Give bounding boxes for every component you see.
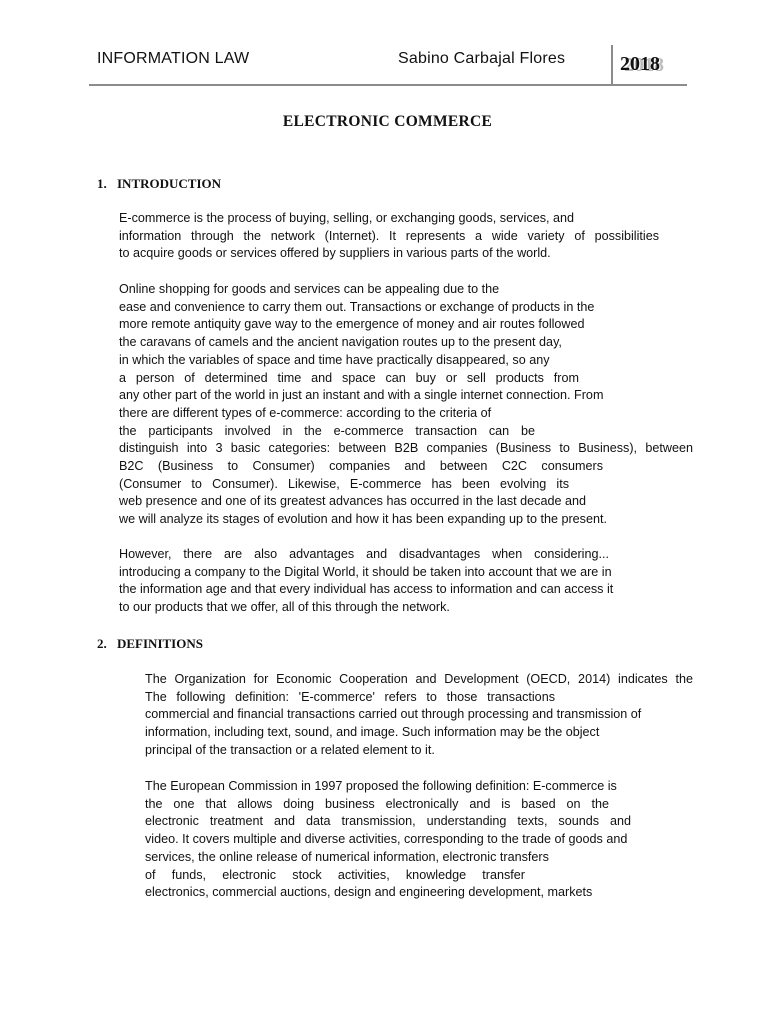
text-line: electronics, commercial auctions, design and engineering development, markets xyxy=(145,885,593,900)
header-vertical-rule xyxy=(611,45,613,85)
text-line: there are different types of e-commerce: according to the criteria of xyxy=(119,405,492,420)
text-line: However, there are also advantages and disadvantages when considering... xyxy=(119,547,609,561)
intro-paragraph-1 xyxy=(119,210,659,263)
text-line: E-commerce is the process of buying, selling, or exchanging goods, services, and xyxy=(119,211,575,225)
text-line: The European Commission in 1997 proposed the following definition: E-commerce is xyxy=(145,779,617,793)
text-line: information, including text, sound, and image. Such information may be the object xyxy=(145,725,600,740)
text-line: the participants involved in the e-commerce transaction can be xyxy=(119,423,535,438)
text-line: introducing a company to the Digital World, it should be taken into account that we are in xyxy=(119,564,612,579)
text-line: ease and convenience to carry them out. Transactions or exchange of products in the xyxy=(119,299,595,314)
text-line: video. It covers multiple and diverse activities, corresponding to the trade of goods and xyxy=(145,832,628,847)
section-number: 2. xyxy=(97,636,107,651)
intro-paragraph-3 xyxy=(119,546,659,617)
text-line: the information age and that every individual has access to information and can access it xyxy=(119,582,614,597)
text-line: services, the online release of numerical information, electronic transfers xyxy=(145,849,549,864)
text-line: Online shopping for goods and services can be appealing due to the xyxy=(119,282,500,296)
header-author-name: Sabino Carbajal Flores xyxy=(398,50,566,67)
section-number: 1. xyxy=(97,176,107,191)
text-line: B2C (Business to Consumer) companies and between C2C consumers xyxy=(119,459,603,474)
text-line: the one that allows doing business electronically and is based on the xyxy=(145,796,609,811)
section-heading-text: INTRODUCTION xyxy=(117,176,222,191)
definition-european-commission xyxy=(145,778,693,902)
section-heading-introduction xyxy=(97,176,221,192)
text-line: The Organization for Economic Cooperation and Development (OECD, 2014) indicates the xyxy=(145,672,693,686)
definition-oecd xyxy=(145,671,693,760)
text-line: electronic treatment and data transmission, understanding texts, sounds and xyxy=(145,814,631,829)
text-line: to acquire goods or services offered by suppliers in various parts of the world. xyxy=(119,246,551,261)
text-line: distinguish into 3 basic categories: between B2B companies (Business to Business), between xyxy=(119,441,693,456)
intro-paragraph-2 xyxy=(119,281,693,529)
header-horizontal-rule xyxy=(89,84,687,86)
text-line: a person of determined time and space can buy or sell products from xyxy=(119,370,579,385)
text-line: information through the network (Internet). It represents a wide variety of possibilities xyxy=(119,228,659,243)
page-header xyxy=(0,0,768,90)
section-heading-text: DEFINITIONS xyxy=(117,636,203,651)
section-heading-definitions xyxy=(97,636,203,652)
text-line: web presence and one of its greatest advances has occurred in the last decade and xyxy=(119,494,586,509)
header-year: 2018 xyxy=(620,53,660,75)
text-line: principal of the transaction or a related element to it. xyxy=(145,742,435,757)
text-line: we will analyze its stages of evolution and how it has been expanding up to the present. xyxy=(119,512,607,527)
text-line: in which the variables of space and time have practically disappeared, so any xyxy=(119,352,550,367)
text-line: more remote antiquity gave way to the emergence of money and air routes followed xyxy=(119,317,585,332)
text-line: the caravans of camels and the ancient navigation routes up to the present day, xyxy=(119,335,562,350)
header-course-title: INFORMATION LAW xyxy=(97,50,250,67)
text-line: to our products that we offer, all of this through the network. xyxy=(119,600,450,615)
text-line: of funds, electronic stock activities, knowledge transfer xyxy=(145,867,525,882)
text-line: any other part of the world in just an instant and with a single internet connection. From xyxy=(119,388,604,403)
document-title: ELECTRONIC COMMERCE xyxy=(282,113,493,130)
text-line: (Consumer to Consumer). Likewise, E-commerce has been evolving its xyxy=(119,476,569,491)
text-line: commercial and financial transactions carried out through processing and transmission of xyxy=(145,707,642,722)
text-line: The following definition: 'E-commerce' refers to those transactions xyxy=(145,689,555,704)
